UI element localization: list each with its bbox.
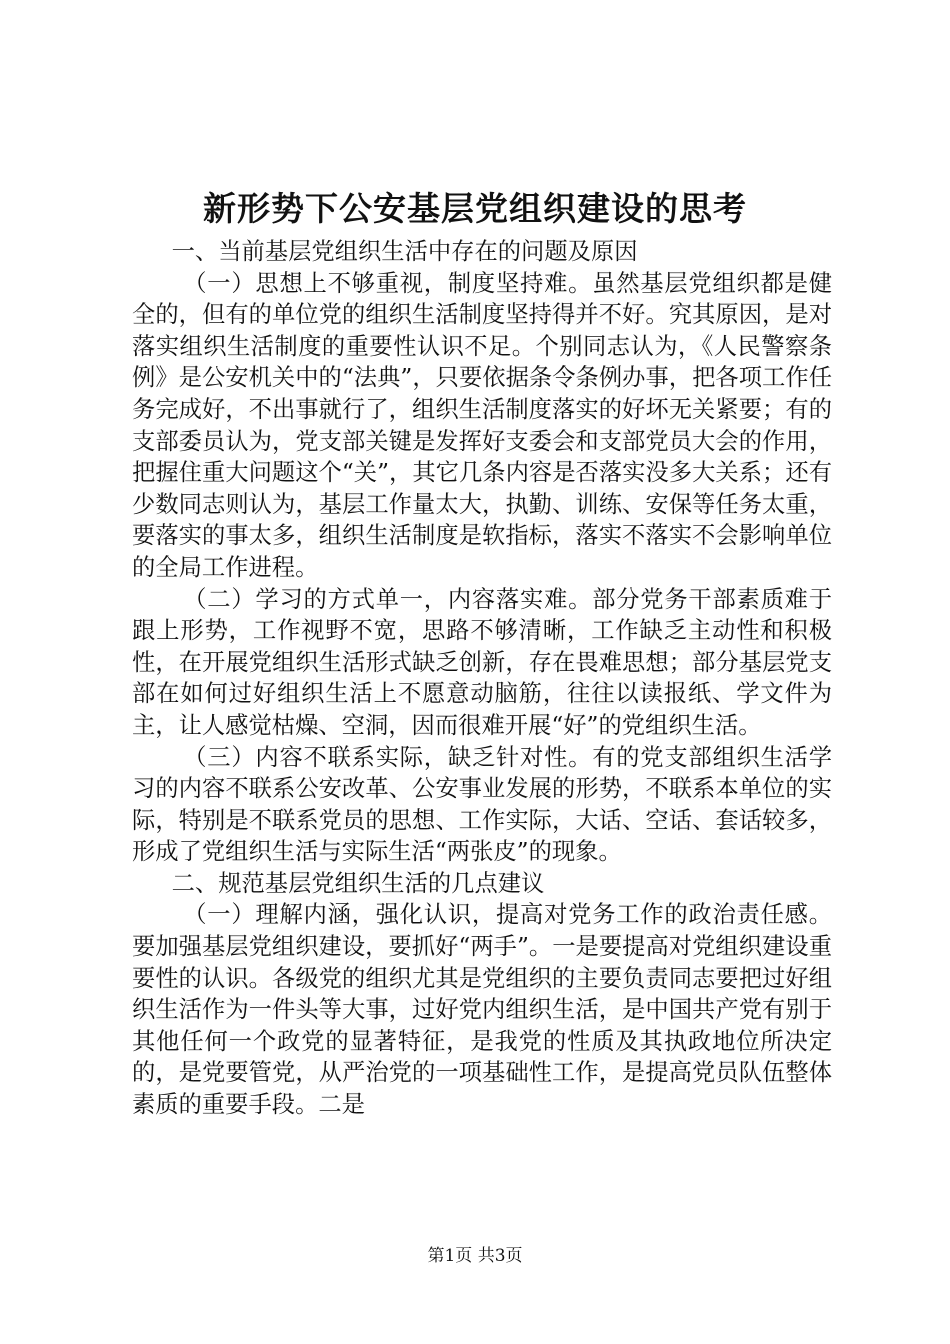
- section-heading-1: 一、当前基层党组织生活中存在的问题及原因: [171, 238, 638, 265]
- document-title: 新形势下公安基层党组织建设的思考: [203, 189, 747, 228]
- page-number-footer: 第1页 共3页: [427, 1246, 523, 1266]
- paragraph-1-1: （一）思想上不够重视，制度坚持难。虽然基层党组织都是健全的，但有的单位党的组织生活制度坚持得并不好。究其原因，是对落实组织生活制度的重要性认识不足。个别同志认为，《人民警察条例》是公安机关中的“法典”，只要依据条令条例办事，把各项工作任务完成好，不出事就行了，组织生活制度落实的好坏无关紧要；有的支部委员认为，党支部关键是发挥好支委会和支部党员大会的作用，把握住重大问题这个“关”，其它几条内容是否落实没多大关系；还有少数同志则认为，基层工作量太大，执勤、训练、安保等任务太重，要落实的事太多，组织生活制度是软指标，落实不落实不会影响单位的全局工作进程。: [132, 269, 832, 581]
- document-body: [132, 236, 832, 1121]
- paragraph-1-2: （二）学习的方式单一，内容落实难。部分党务干部素质难于跟上形势，工作视野不宽，思路不够清晰，工作缺乏主动性和积极性，在开展党组织生活形式缺乏创新，存在畏难思想；部分基层党支部在如何过好组织生活上不愿意动脑筋，往往以读报纸、学文件为主，让人感觉枯燥、空洞，因而很难开展“好”的党组织生活。: [132, 585, 832, 739]
- paragraph-2-1: （一）理解内涵，强化认识，提高对党务工作的政治责任感。要加强基层党组织建设，要抓好“两手”。一是要提高对党组织建设重要性的认识。各级党的组织尤其是党组织的主要负责同志要把过好组织生活作为一件头等大事，过好党内组织生活，是中国共产党有别于其他任何一个政党的显著特征，是我党的性质及其执政地位所决定的，是党要管党，从严治党的一项基础性工作，是提高党员队伍整体素质的重要手段。二是: [132, 901, 832, 1119]
- paragraph-1-3: （三）内容不联系实际，缺乏针对性。有的党支部组织生活学习的内容不联系公安改革、公安事业发展的形势，不联系本单位的实际，特别是不联系党员的思想、工作实际，大话、空话、套话较多，形成了党组织生活与实际生活“两张皮”的现象。: [132, 743, 832, 866]
- section-heading-2: 二、规范基层党组织生活的几点建议: [171, 869, 545, 897]
